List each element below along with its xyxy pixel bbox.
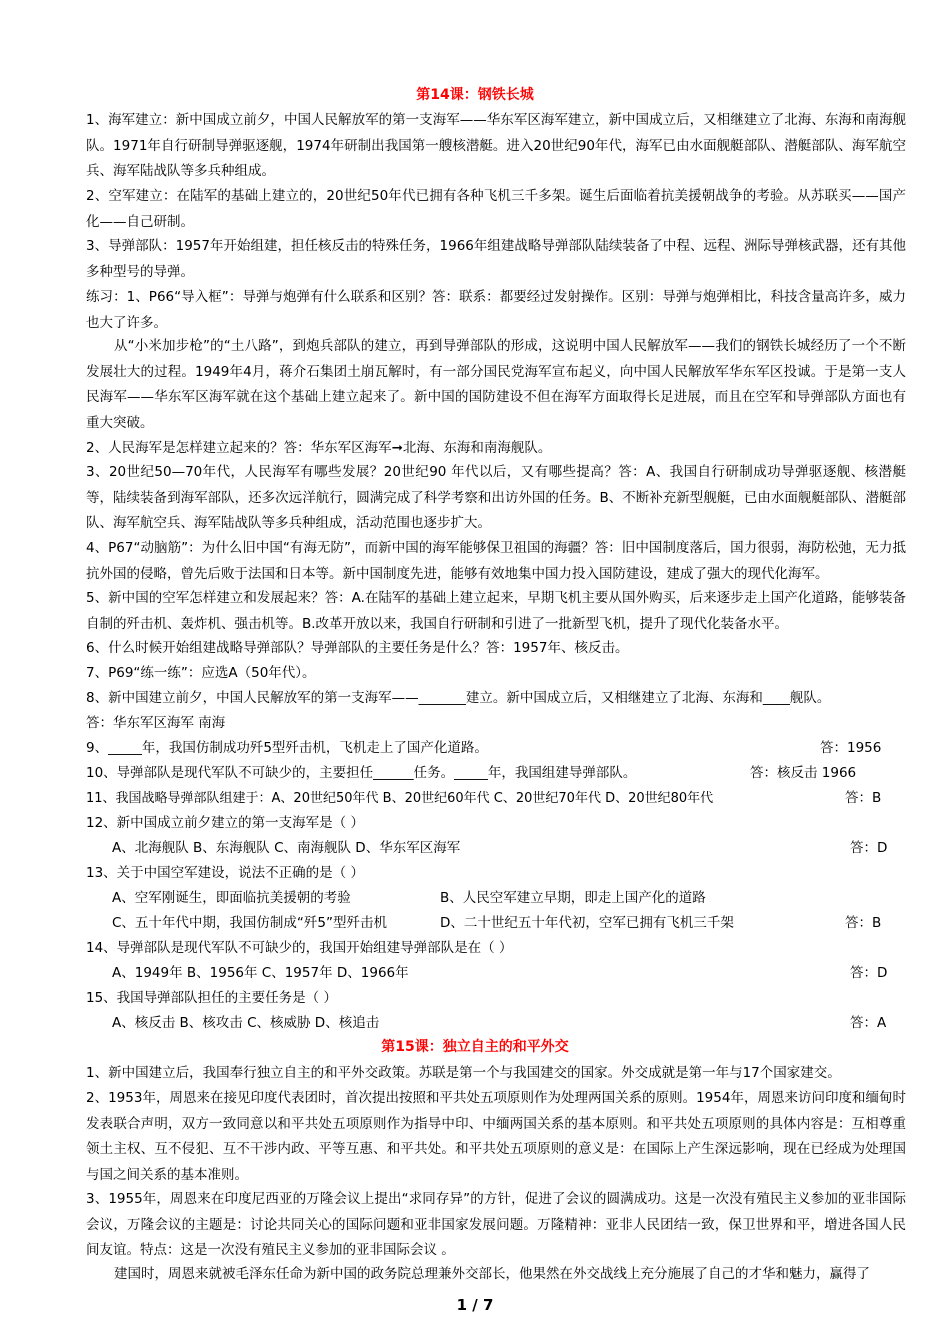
answer-13: 答：B bbox=[845, 915, 882, 931]
paragraph-missile: 3、导弹部队：1957年开始组建，担任核反击的特殊任务，1966年组建战略导弹部队陆续装备了中程、远程、洲际导弹核武器，还有其他多种型号的导弹。 bbox=[86, 238, 906, 280]
paragraph-question-6: 6、什么时候开始组建战略导弹部队？导弹部队的主要任务是什么？答：1957年、核反击。 bbox=[86, 640, 629, 656]
answer-9: 答：1956 bbox=[820, 740, 882, 756]
paragraph-summary: 从“小米加步枪”的“土八路”，到炮兵部队的建立，再到导弹部队的形成，这说明中国人民解放军——我们的钢铁长城经历了一个不断发展壮大的过程。1949年4月，蒋介石集团土崩瓦解时，有一部分国民党海军宣布起义，向中国人民解放军华东军区投诚。于是第一支人民海军——华东军区海军就在这个基础上建立起来了。新中国的国防建设不但在海军方面取得长足进展，而且在空军和导弹部队方面也有重大突破。 bbox=[86, 338, 906, 431]
paragraph-five-principles: 2、1953年，周恩来在接见印度代表团时，首次提出按照和平共处五项原则作为处理两国关系的原则。1954年，周恩来访问印度和缅甸时发表联合声明，双方一致同意以和平共处五项原则作为指导中印、中缅两国关系的基本原则。和平共处五项原则的具体内容是：互相尊重领土主权、互不侵犯、互不干涉内政、平等互惠、和平共处。和平共处五项原则的意义是：在国际上产生深远影响，现在已经成为处理国与国之间关系的基本准则。 bbox=[86, 1090, 906, 1183]
paragraph-answer-8: 答：华东军区海军 南海 bbox=[86, 715, 226, 731]
paragraph-navy: 1、海军建立：新中国成立前夕，中国人民解放军的第一支海军——华东军区海军建立，新中国成立后，又相继建立了北海、东海和南海舰队。1971年自行研制导弹驱逐舰，1974年研制出我国第一艘核潜艇。进入20世纪90年代，海军已由水面舰艇部队、潜艇部队、海军航空兵、海军陆战队等多兵种组成。 bbox=[86, 112, 906, 179]
question-12-options: A、北海舰队 B、东海舰队 C、南海舰队 D、华东军区海军 bbox=[112, 840, 461, 856]
paragraph-bandung-conference: 3、1955年，周恩来在印度尼西亚的万隆会议上提出“求同存异”的方针，促进了会议的圆满成功。这是一次没有殖民主义参加的亚非国际会议，万隆会议的主题是：讨论共同关心的国际问题和亚非国家发展问题。万隆精神：亚非人民团结一致，保卫世界和平，增进各国人民间友谊。特点：这是一次没有殖民主义参加的亚非国际会议 。 bbox=[86, 1191, 906, 1258]
question-13-option-d: D、二十世纪五十年代初，空军已拥有飞机三千架 bbox=[440, 915, 734, 931]
question-13: 13、关于中国空军建设，说法不正确的是（ ） bbox=[86, 865, 364, 881]
answer-14: 答：D bbox=[850, 965, 888, 981]
paragraph-diplomacy-policy: 1、新中国建立后，我国奉行独立自主的和平外交政策。苏联是第一个与我国建交的国家。外交成就是第一年与17个国家建交。 bbox=[86, 1065, 841, 1081]
page-number: 1 / 7 bbox=[456, 1296, 494, 1314]
paragraph-airforce: 2、空军建立：在陆军的基础上建立的，20世纪50年代已拥有各种飞机三千多架。诞生后面临着抗美援朝战争的考验。从苏联买——国产化——自己研制。 bbox=[86, 188, 906, 230]
question-12: 12、新中国成立前夕建立的第一支海军是（ ） bbox=[86, 815, 364, 831]
question-15-options: A、核反击 B、核攻击 C、核威胁 D、核追击 bbox=[112, 1015, 380, 1031]
lesson15-title: 第15课：独立自主的和平外交 bbox=[381, 1039, 569, 1055]
question-14: 14、导弹部队是现代军队不可缺少的，我国开始组建导弹部队是在（ ） bbox=[86, 940, 513, 956]
question-9: 9、_____年，我国仿制成功歼5型歼击机，飞机走上了国产化道路。 bbox=[86, 740, 488, 756]
answer-11: 答：B bbox=[845, 790, 882, 806]
paragraph-question-8: 8、新中国建立前夕，中国人民解放军的第一支海军——_______建立。新中国成立后，又相继建立了北海、东海和____舰队。 bbox=[86, 690, 831, 706]
answer-15: 答：A bbox=[850, 1015, 887, 1031]
question-13-option-c: C、五十年代中期，我国仿制成“歼5”型歼击机 bbox=[112, 915, 388, 931]
question-11: 11、我国战略导弹部队组建于：A、20世纪50年代 B、20世纪60年代 C、20世纪70年代 D、20世纪80年代 bbox=[86, 791, 714, 806]
answer-12: 答：D bbox=[850, 840, 888, 856]
lesson14-title: 第14课：钢铁长城 bbox=[416, 87, 534, 103]
paragraph-question-5: 5、新中国的空军怎样建立和发展起来？答：A.在陆军的基础上建立起来，早期飞机主要从国外购买，后来逐步走上国产化道路，能够装备自制的歼击机、轰炸机、强击机等。B.改革开放以来，我国自行研制和引进了一批新型飞机，提升了现代化装备水平。 bbox=[86, 590, 906, 632]
paragraph-exercise-1: 练习：1、P66“导入框”：导弹与炮弹有什么联系和区别？答：联系：都要经过发射操作。区别：导弹与炮弹相比，科技含量高许多，威力也大了许多。 bbox=[86, 289, 906, 331]
paragraph-question-2: 2、人民海军是怎样建立起来的？答：华东军区海军➞北海、东海和南海舰队。 bbox=[86, 440, 552, 456]
paragraph-question-4: 4、P67“动脑筋”：为什么旧中国“有海无防”，而新中国的海军能够保卫祖国的海疆？答：旧中国制度落后，国力很弱，海防松弛，无力抵抗外国的侵略，曾先后败于法国和日本等。新中国制度先进，能够有效地集中国力投入国防建设，建成了强大的现代化海军。 bbox=[86, 540, 906, 582]
paragraph-question-3: 3、20世纪50—70年代，人民海军有哪些发展？20世纪90 年代以后，又有哪些提高？答：A、我国自行研制成功导弹驱逐舰、核潜艇等，陆续装备到海军部队，还多次远洋航行，圆满完成了科学考察和出访外国的任务。B、不断补充新型舰艇，已由水面舰艇部队、潜艇部队、海军航空兵、海军陆战队等多兵种组成，活动范围也逐步扩大。 bbox=[86, 464, 906, 531]
question-14-options: A、1949年 B、1956年 C、1957年 D、1966年 bbox=[112, 965, 409, 981]
question-15: 15、我国导弹部队担任的主要任务是（ ） bbox=[86, 990, 337, 1006]
answer-10: 答：核反击 1966 bbox=[750, 765, 857, 781]
paragraph-question-7: 7、P69“练一练”：应选A（50年代）。 bbox=[86, 665, 316, 681]
question-13-option-b: B、人民空军建立早期，即走上国产化的道路 bbox=[440, 890, 706, 906]
question-13-option-a: A、空军刚诞生，即面临抗美援朝的考验 bbox=[112, 890, 351, 906]
question-10: 10、导弹部队是现代军队不可缺少的，主要担任______任务。_____年，我国组建导弹部队。 bbox=[86, 765, 637, 781]
paragraph-zhou-enlai: 建国时，周恩来就被毛泽东任命为新中国的政务院总理兼外交部长，他果然在外交战线上充分施展了自己的才华和魅力，赢得了 bbox=[114, 1266, 870, 1282]
